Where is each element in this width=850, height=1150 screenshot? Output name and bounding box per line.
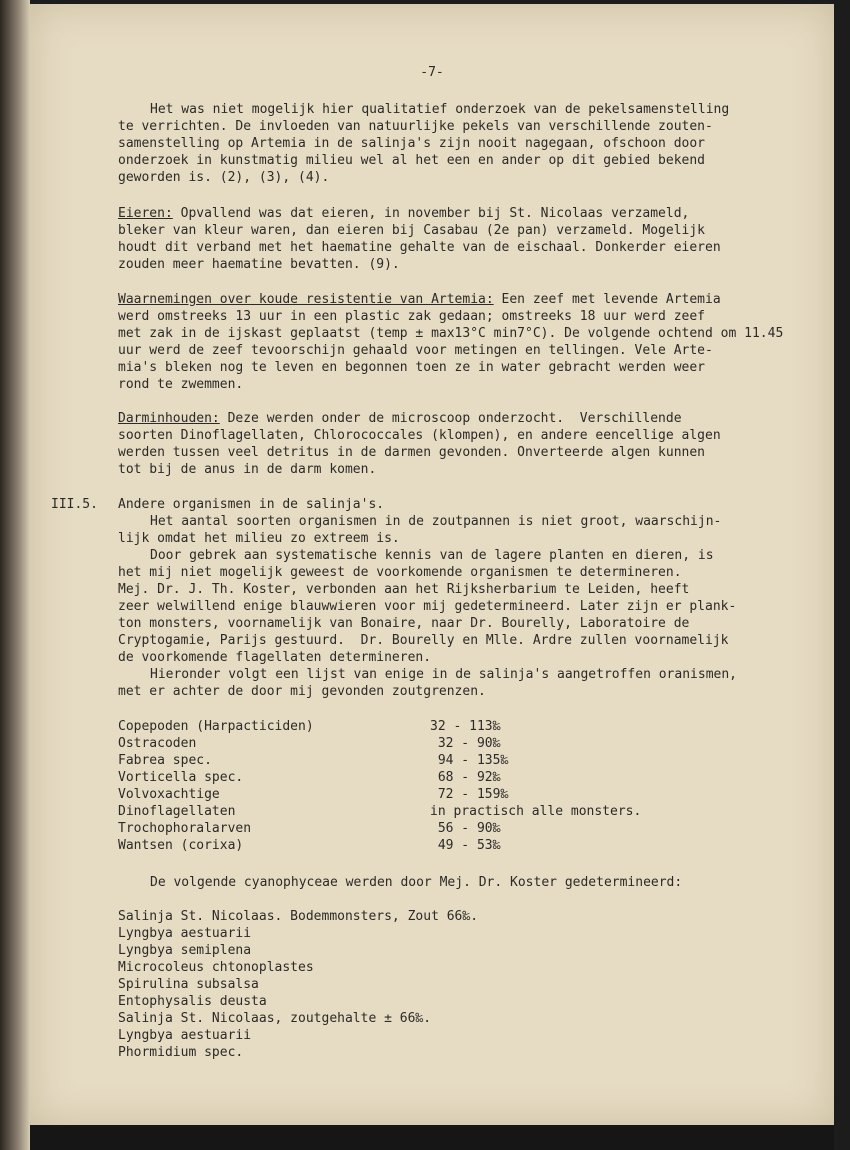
text-line: samenstelling op Artemia in de salinja's zijn nooit nagegaan, ofschoon door — [118, 136, 705, 151]
text-line: te verrichten. De invloeden van natuurlijke pekels van verschillende zouten- — [118, 119, 713, 134]
paragraph-pekel — [118, 101, 818, 186]
text-line: lijk omdat het milieu zo extreem is. — [118, 531, 400, 546]
list-item: Lyngbya aestuarii — [118, 1028, 252, 1043]
cyano-list — [118, 908, 818, 1061]
table-row: Dinoflagellaten in practisch alle monsters. — [118, 804, 642, 819]
text-line: Door gebrek aan systematische kennis van de lagere planten en dieren, is — [150, 548, 714, 563]
list-item: Salinja St. Nicolaas, zoutgehalte ± 66‰. — [118, 1011, 432, 1026]
text-line: houdt dit verband met het haematine gehalte van de eischaal. Donkerder eieren — [118, 240, 721, 255]
text-line: Deze werden onder de microscoop onderzocht. Verschillende — [219, 411, 682, 426]
document-page — [30, 4, 834, 1125]
text-line: bleker van kleur waren, dan eieren bij Casabau (2e pan) verzameld. Mogelijk — [118, 223, 705, 238]
book-spine-shadow — [0, 0, 30, 1150]
organism-table — [118, 718, 641, 854]
text-line: Hieronder volgt een lijst van enige in de salinja's aangetroffen oranismen, — [150, 667, 737, 682]
organism-list — [118, 718, 818, 854]
text-line: Opvallend was dat eieren, in november bij St. Nicolaas verzameld, — [172, 206, 690, 221]
text-line: zouden meer haematine bevatten. (9). — [118, 257, 400, 272]
section-organismen — [118, 496, 818, 700]
text-line: Cryptogamie, Parijs gestuurd. Dr. Bourelly en Mlle. Ardre zullen voornamelijk — [118, 633, 729, 648]
list-item: Lyngbya semiplena — [118, 943, 252, 958]
text-line: soorten Dinoflagellaten, Chlorococcales (klompen), en andere eencellige algen — [118, 428, 721, 443]
text-line: rond te zwemmen. — [118, 377, 244, 392]
text-line: De volgende cyanophyceae werden door Mej. Dr. Koster gedetermineerd: — [150, 875, 683, 890]
text-line: met er achter de door mij gevonden zoutgrenzen. — [118, 684, 486, 699]
heading-eieren: Eieren: — [118, 206, 173, 221]
text-line: tot bij de anus in de darm komen. — [118, 462, 377, 477]
table-row: Ostracoden 32 - 90‰ — [118, 736, 501, 751]
list-item: Spirulina subsalsa — [118, 977, 259, 992]
text-line: Het aantal soorten organismen in de zoutpannen is niet groot, waarschijn- — [150, 514, 722, 529]
text-line: uur werd de zeef tevoorschijn gehaald voor metingen en tellingen. Vele Arte- — [118, 343, 713, 358]
text-line: onderzoek in kunstmatig milieu wel al het een en ander op dit gebied bekend — [118, 153, 705, 168]
text-line: de voorkomende flagellaten determineren. — [118, 650, 432, 665]
text-line: werd omstreeks 13 uur in een plastic zak gedaan; omstreeks 18 uur werd zeef — [118, 309, 705, 324]
table-row: Vorticella spec. 68 - 92‰ — [118, 770, 501, 785]
list-item: Entophysalis deusta — [118, 994, 267, 1009]
text-line: zeer welwillend enige blauwwieren voor mij gedetermineerd. Later zijn er plank- — [118, 599, 737, 614]
text-line: mia's bleken nog te leven en begonnen toen ze in water gebracht werden weer — [118, 360, 705, 375]
text-line: het mij niet mogelijk geweest de voorkomende organismen te determineren. — [118, 565, 682, 580]
table-row: Fabrea spec. 94 - 135‰ — [118, 753, 509, 768]
paragraph-koude — [118, 291, 818, 393]
section-number: III.5. — [51, 497, 98, 512]
table-row: Trochophoralarven 56 - 90‰ — [118, 821, 501, 836]
text-line: Het was niet mogelijk hier qualitatief onderzoek van de pekelsamenstelling — [150, 102, 730, 117]
list-item: Lyngbya aestuarii — [118, 926, 252, 941]
cyano-intro — [118, 874, 818, 891]
heading-koude-resistentie: Waarnemingen over koude resistentie van Artemia: — [118, 292, 494, 307]
text-line: Een zeef met levende Artemia — [493, 292, 721, 307]
table-row: Wantsen (corixa) 49 - 53‰ — [118, 838, 501, 853]
heading-darminhouden: Darminhouden: — [118, 411, 220, 426]
table-row: Copepoden (Harpacticiden) 32 - 113‰ — [118, 719, 501, 734]
page-number: -7- — [420, 65, 444, 80]
section-title: Andere organismen in de salinja's. — [118, 497, 385, 512]
text-line: Mej. Dr. J. Th. Koster, verbonden aan het Rijksherbarium te Leiden, heeft — [118, 582, 690, 597]
text-line: ton monsters, voornamelijk van Bonaire, naar Dr. Bourelly, Laboratoire de — [118, 616, 690, 631]
list-item: Salinja St. Nicolaas. Bodemmonsters, Zout 66‰. — [118, 909, 479, 924]
paragraph-darminhouden — [118, 410, 818, 478]
text-line: werden tussen veel detritus in de darmen gevonden. Onverteerde algen kunnen — [118, 445, 705, 460]
list-item: Microcoleus chtonoplastes — [118, 960, 314, 975]
bottom-shadow — [30, 1125, 834, 1150]
paragraph-eieren — [118, 205, 818, 273]
text-line: geworden is. (2), (3), (4). — [118, 170, 330, 185]
text-line: met zak in de ijskast geplaatst (temp ± max13°C min7°C). De volgende ochtend om 11.45 — [118, 326, 784, 341]
list-item: Phormidium spec. — [118, 1045, 244, 1060]
table-row: Volvoxachtige 72 - 159‰ — [118, 787, 509, 802]
